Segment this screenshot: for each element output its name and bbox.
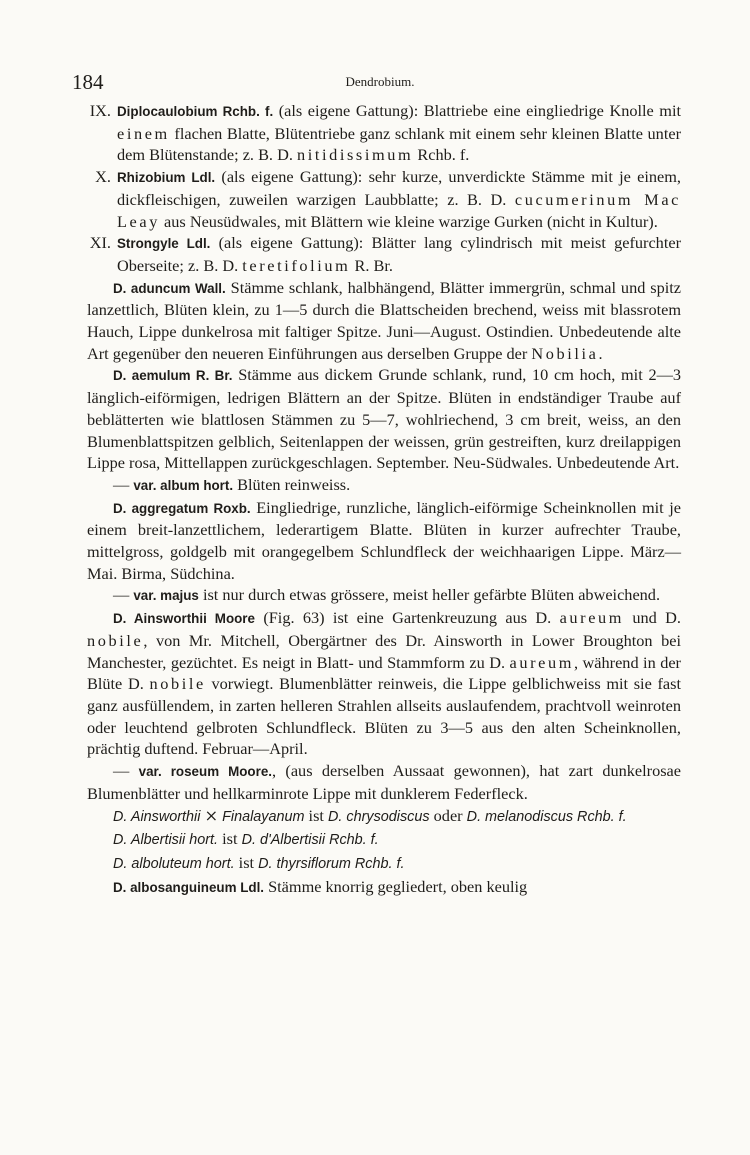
species-name: D. Ainsworthii Moore <box>113 611 255 627</box>
hybrid-cross-sign: ⨯ <box>204 805 219 825</box>
spaced-text: cucumerinum Mac Leay <box>117 189 681 231</box>
variety-dash: — <box>113 474 134 494</box>
entry-text: Eingliedrige, runzliche, länglich-eiförmige Scheinknollen mit je einem breit-lanzettlichem, lederartigem Blatte. Blüten in kurzer aufrechter Traube, mittelgross, goldgelb mit orangegelbem Schlundfleck der weichhaarigen Lippe. März—Mai. Birma, Südchina. <box>87 497 681 583</box>
section-name: Strongyle Ldl. <box>117 236 211 252</box>
entry-text: (Fig. 63) ist eine Gartenkreuzung aus D. <box>254 608 560 628</box>
entry-aemulum <box>87 364 681 474</box>
section-x <box>87 166 681 232</box>
entry-text: ist nur durch etwas grössere, meist heller gefärbte Blüten abweichend. <box>198 585 661 605</box>
section-text: Rchb. f. <box>413 145 470 165</box>
section-text: (als eigene Gattung): Blattriebe eine eingliedrige Knolle mit <box>273 101 682 120</box>
synonym-name: D. Ainsworthii <box>113 808 205 825</box>
spaced-text: nobile <box>149 674 206 694</box>
entry-text: . <box>598 343 603 363</box>
synonym-name: D. Albertisii hort. <box>113 832 219 849</box>
section-name: Rhizobium Ldl. <box>117 170 216 186</box>
section-ix <box>87 100 681 166</box>
section-text: (als eigene Gattung): sehr kurze, unverdickte Stämme mit je einem, dickfleischigen, zuweilen warzigen Laubblatte; z. B. D. <box>117 167 681 209</box>
entry-text: ist <box>304 805 329 825</box>
synonym-albertisii <box>87 828 681 852</box>
variety-majus <box>87 584 681 607</box>
entry-text: Blüten reinweiss. <box>233 474 351 494</box>
running-title: Dendrobium. <box>345 74 415 89</box>
section-number: XI. <box>89 233 111 253</box>
entry-text: , während in der Blüte D. <box>87 652 681 694</box>
section-number: X. <box>95 167 111 187</box>
entry-text: ist <box>218 829 242 849</box>
variety-album <box>87 474 681 497</box>
variety-dash: — <box>113 585 134 605</box>
synonym-alboluteum <box>87 852 681 876</box>
section-text: (als eigene Gattung): Blätter lang cylindrisch mit meist gefurchter Oberseite; z. B. D. <box>117 233 681 275</box>
spaced-text: aureum <box>559 608 625 628</box>
page-body <box>87 100 681 898</box>
variety-name: var. majus <box>133 588 199 604</box>
accepted-name: D. melanodiscus Rchb. f. <box>466 808 627 825</box>
entry-text: oder <box>429 805 467 825</box>
spaced-text: teretifolium <box>242 255 351 275</box>
accepted-name: D. d'Albertisii Rchb. f. <box>241 832 379 849</box>
entry-text: , von Mr. Mitchell, Obergärtner des Dr. Ainsworth in Lower Broughton bei Manchester, gezüchtet. Es neigt in Blatt- und Stammform zu D. <box>87 630 681 672</box>
spaced-text: Nobilia <box>531 343 599 363</box>
section-text: R. Br. <box>350 255 393 275</box>
species-name: D. aemulum R. Br. <box>113 368 233 384</box>
spaced-text: aureum <box>509 652 574 672</box>
species-name: D. aggregatum Roxb. <box>113 500 251 516</box>
entry-albosanguineum <box>87 876 681 899</box>
variety-roseum <box>87 760 681 804</box>
spaced-text: nitidissimum <box>296 145 414 165</box>
entry-text: und D. <box>624 608 681 628</box>
species-name: D. aduncum Wall. <box>113 280 226 296</box>
section-number: IX. <box>89 101 111 120</box>
spaced-text: nobile <box>87 630 144 650</box>
entry-text: ist <box>234 852 259 872</box>
synonym-name: Finalayanum <box>218 808 305 825</box>
section-name: Diplocaulobium Rchb. f. <box>117 104 274 119</box>
variety-name: var. roseum Moore. <box>138 764 272 780</box>
synonym-name: D. alboluteum hort. <box>113 855 235 872</box>
section-xi <box>87 232 681 276</box>
entry-text: , (aus derselben Aussaat gewonnen), hat zart dunkelrosae Blumenblätter und hellkarminrote Lippe mit dunklerem Federfleck. <box>87 761 681 803</box>
entry-ainsworthii <box>87 607 681 760</box>
entry-aggregatum <box>87 497 681 585</box>
accepted-name: D. thyrsiflorum Rchb. f. <box>258 855 405 872</box>
entry-text: Stämme knorrig gegliedert, oben keulig <box>264 876 528 896</box>
entry-text: Stämme schlank, halbhängend, Blätter immergrün, schmal und spitz lanzettlich, Blüten klein, zu 1—5 durch die Blattscheiden brechend, weiss mit blassrotem Hauch, Lippe dunkelrosa mit faltiger Spitze. Juni—August. Ostindien. Unbedeutende alte Art gegenüber den neueren Einführungen aus derselben Gruppe der <box>87 277 681 363</box>
section-text: flachen Blatte, Blütentriebe ganz schlank mit einem sehr kleinen Blatte unter dem Blütenstande; z. B. D. <box>117 123 681 165</box>
variety-dash: — <box>113 761 139 781</box>
page-header <box>72 70 688 94</box>
spaced-text: einem <box>117 123 170 143</box>
variety-name: var. album hort. <box>133 477 234 493</box>
section-text: aus Neusüdwales, mit Blättern wie kleine warzige Gurken (nicht in Kultur). <box>159 211 658 231</box>
accepted-name: D. chrysodiscus <box>328 808 430 825</box>
species-name: D. albosanguineum Ldl. <box>113 879 265 895</box>
synonym-ainsworthii-finalayanum <box>87 805 681 829</box>
entry-text: Stämme aus dickem Grunde schlank, rund, 10 cm hoch, mit 2—3 länglich-eiförmigen, ledrigen Blättern an der Spitze. Blüten in endständiger Traube auf beblätterten wie blattlosen Stämmen zu 5—7, wohlriechend, 3 cm breit, weiss, an den Blumenblattspitzen gelblich, Seitenlappen der weissen, grün gestreiften, kurz dreilappigen Lippe rosa, Mittellappen zurückgeschlagen. September. Neu-Südwales. Unbedeutende Art. <box>87 365 682 473</box>
entry-aduncum <box>87 277 681 365</box>
entry-text: vorwiegt. Blumenblätter reinweis, die Lippe gelblichweiss mit sie fast ganz ausfüllendem, in zarten helleren Strahlen allseits auslaufendem, prachtvoll weinroten oder leuchtend gelbroten Schlundfleck. Blüten zu 3—5 aus den alten Scheinknollen, prächtig duftend. Februar—April. <box>87 674 681 759</box>
page-number: 184 <box>72 70 104 94</box>
